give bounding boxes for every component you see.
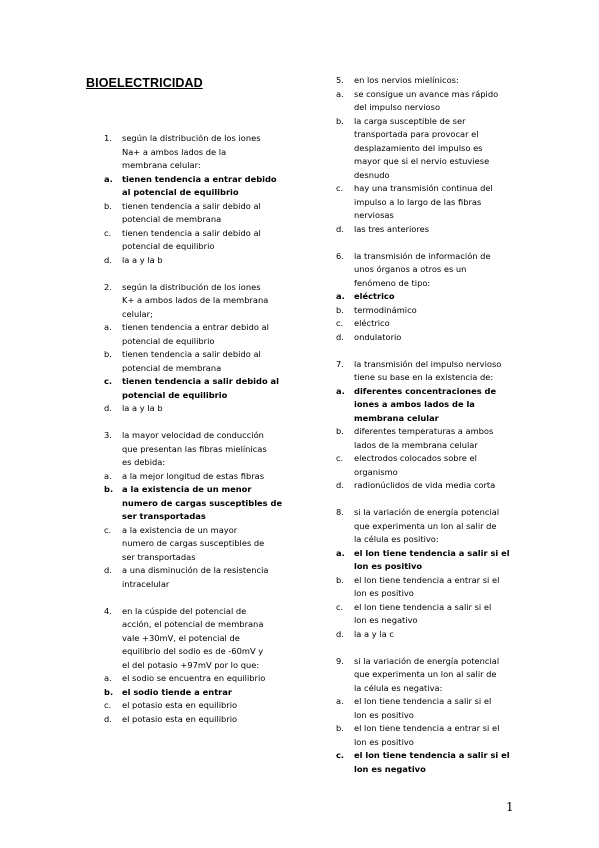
option-line: [336, 587, 544, 601]
option-text: eléctrico: [354, 291, 395, 301]
option-letter: d.: [104, 254, 112, 265]
question-stem-text: la transmisión del impulso nervioso: [354, 358, 502, 369]
question-stem-text: fenómeno de tipo:: [354, 277, 431, 288]
option-line: [104, 713, 309, 727]
option-line: [104, 551, 309, 565]
question-stem-line: [336, 74, 544, 88]
option-line: [104, 321, 309, 335]
option-text: intracelular: [122, 578, 170, 589]
option-line: [104, 362, 309, 376]
question-stem-line: [104, 146, 309, 160]
option-letter: b.: [104, 686, 114, 697]
option-line: [336, 209, 544, 223]
question-5: [336, 74, 544, 236]
question-stem-text: la célula es negativa:: [354, 682, 443, 693]
option-text: a la existencia de un menor: [122, 484, 252, 494]
option-line: [336, 425, 544, 439]
option-text: el potasio esta en equilibrio: [122, 700, 238, 710]
question-stem-line: [104, 456, 309, 470]
option-text: eléctrico: [354, 318, 390, 328]
question-9: [336, 655, 544, 777]
correct-option-line: [336, 290, 544, 304]
option-line: [336, 709, 544, 723]
question-stem-text: la mayor velocidad de conducción: [122, 430, 264, 440]
question-number: 4.: [104, 605, 112, 616]
correct-option-line: [336, 560, 544, 574]
option-letter: a.: [336, 385, 345, 396]
option-line: [104, 564, 309, 578]
option-text: desnudo: [354, 169, 390, 180]
question-stem-text: que presentan las fibras mielínicas: [122, 443, 267, 454]
option-letter: b.: [104, 484, 114, 494]
option-letter: b.: [336, 723, 344, 733]
question-number: 1.: [104, 133, 112, 143]
right-column: [336, 74, 544, 790]
question-stem-line: [336, 533, 544, 547]
option-letter: b.: [336, 426, 344, 436]
question-stem-text: en la cúspide del potencial de: [122, 605, 247, 616]
question-stem-line: [104, 659, 309, 673]
option-text: ser transportadas: [122, 551, 196, 562]
option-line: [104, 227, 309, 241]
question-stem-line: [104, 605, 309, 619]
option-text: numero de cargas susceptibles de: [122, 497, 283, 508]
option-letter: c.: [336, 750, 345, 760]
option-text: tienen tendencia a salir debido al: [122, 200, 261, 211]
option-line: [336, 115, 544, 129]
question-stem-line: [336, 277, 544, 291]
option-text: lon es negativo: [354, 763, 426, 774]
option-text: del impulso nervioso: [354, 102, 441, 112]
option-line: [336, 155, 544, 169]
question-stem-text: unos órganos a otros es un: [354, 264, 467, 274]
question-8: [336, 506, 544, 641]
option-text: desplazamiento del impulso es: [354, 142, 483, 153]
question-4: [104, 605, 309, 727]
option-text: mayor que si el nervio estuviese: [354, 156, 490, 166]
question-stem-text: equilibrio del sodio es de -60mV y: [122, 646, 264, 656]
question-stem-text: la transmisión de información de: [354, 250, 491, 261]
question-stem-line: [336, 682, 544, 696]
option-text: potencial de membrana: [122, 362, 222, 373]
option-text: nerviosas: [354, 210, 394, 220]
question-stem-text: que experimenta un lon al salir de: [354, 520, 497, 531]
option-text: a la existencia de un mayor: [122, 524, 238, 535]
question-stem-text: la célula es positivo:: [354, 534, 439, 544]
option-line: [104, 213, 309, 227]
question-stem-line: [336, 250, 544, 264]
option-line: [104, 335, 309, 349]
option-letter: c.: [104, 700, 112, 710]
option-text: diferentes concentraciones de: [354, 385, 497, 396]
option-text: lon es positivo: [354, 588, 414, 598]
option-text: tienen tendencia a salir debido al: [122, 376, 280, 386]
question-stem-line: [104, 159, 309, 173]
option-letter: c.: [104, 524, 112, 535]
correct-option-line: [336, 547, 544, 561]
option-text: la a y la b: [122, 403, 163, 413]
question-stem-text: K+ a ambos lados de la membrana: [122, 295, 269, 305]
question-stem-line: [336, 358, 544, 372]
question-number: 7.: [336, 358, 344, 369]
correct-option-line: [336, 398, 544, 412]
question-stem-line: [104, 618, 309, 632]
option-letter: c.: [336, 453, 344, 463]
option-letter: c.: [104, 376, 113, 386]
correct-option-line: [104, 173, 309, 187]
option-text: membrana celular: [354, 412, 439, 423]
option-letter: b.: [104, 349, 112, 359]
question-1: [104, 132, 309, 267]
question-number: 5.: [336, 75, 344, 85]
option-text: potencial de membrana: [122, 214, 222, 224]
correct-option-line: [104, 389, 309, 403]
option-text: lados de la membrana celular: [354, 439, 478, 450]
option-text: el lon tiene tendencia a salir si el: [354, 601, 492, 612]
question-number: 6.: [336, 250, 344, 261]
option-line: [336, 128, 544, 142]
option-line: [336, 628, 544, 642]
option-letter: a.: [336, 696, 344, 706]
question-stem-line: [104, 294, 309, 308]
option-text: la carga susceptible de ser: [354, 115, 466, 126]
option-text: el sodio tiende a entrar: [122, 686, 232, 697]
option-letter: c.: [336, 318, 344, 328]
option-line: [336, 101, 544, 115]
option-letter: b.: [336, 115, 344, 126]
question-7: [336, 358, 544, 493]
option-line: [336, 452, 544, 466]
question-stem-text: Na+ a ambos lados de la: [122, 146, 227, 157]
option-text: organismo: [354, 466, 398, 477]
option-text: ondulatorio: [354, 331, 402, 342]
question-stem-text: si la variación de energía potencial: [354, 507, 500, 517]
option-letter: d.: [104, 403, 112, 413]
option-line: [104, 254, 309, 268]
correct-option-line: [104, 497, 309, 511]
option-line: [336, 331, 544, 345]
option-text: lon es positivo: [354, 709, 414, 720]
correct-option-line: [336, 385, 544, 399]
option-line: [336, 614, 544, 628]
correct-option-line: [336, 763, 544, 777]
option-text: radionúclidos de vida media corta: [354, 480, 496, 490]
option-line: [336, 736, 544, 750]
question-3: [104, 429, 309, 591]
option-letter: c.: [336, 183, 344, 193]
option-text: tienen tendencia a salir debido al: [122, 227, 261, 238]
question-stem-line: [104, 443, 309, 457]
question-stem-text: acción, el potencial de membrana: [122, 619, 264, 629]
option-text: el potasio esta en equilibrio: [122, 713, 238, 724]
option-line: [336, 182, 544, 196]
option-line: [336, 466, 544, 480]
option-text: a una disminución de la resistencia: [122, 565, 269, 575]
option-line: [336, 479, 544, 493]
option-letter: d.: [336, 223, 344, 234]
option-line: [336, 223, 544, 237]
option-text: el lon tiene tendencia a entrar si el: [354, 574, 500, 585]
option-letter: c.: [104, 227, 112, 238]
option-line: [104, 524, 309, 538]
option-letter: b.: [104, 200, 112, 211]
correct-option-line: [104, 686, 309, 700]
option-line: [336, 169, 544, 183]
correct-option-line: [336, 749, 544, 763]
option-text: la a y la b: [122, 254, 163, 265]
option-letter: a.: [104, 673, 112, 683]
question-stem-text: según la distribución de los iones: [122, 281, 261, 292]
option-letter: a.: [104, 470, 112, 481]
option-text: termodinámico: [354, 304, 417, 315]
option-text: el lon tiene tendencia a salir si el: [354, 696, 492, 706]
option-text: potencial de equilibrio: [122, 389, 228, 400]
option-text: hay una transmisión continua del: [354, 183, 493, 193]
option-line: [104, 537, 309, 551]
question-number: 3.: [104, 430, 112, 440]
page-number: 1: [506, 800, 514, 814]
option-text: tienen tendencia a entrar debido: [122, 173, 277, 184]
option-line: [104, 200, 309, 214]
option-letter: c.: [336, 601, 344, 612]
left-column: [104, 132, 309, 740]
option-text: la a y la c: [354, 628, 394, 639]
option-text: numero de cargas susceptibles de: [122, 538, 265, 548]
option-line: [336, 317, 544, 331]
page-title: BIOELECTRICIDAD: [86, 76, 203, 90]
option-text: el sodio se encuentra en equilibrio: [122, 673, 266, 683]
correct-option-line: [104, 510, 309, 524]
option-line: [336, 304, 544, 318]
option-text: potencial de equilibrio: [122, 241, 215, 251]
question-stem-text: el del potasio +97mV por lo que:: [122, 659, 260, 670]
correct-option-line: [104, 186, 309, 200]
option-line: [336, 695, 544, 709]
option-letter: a.: [336, 88, 344, 99]
option-letter: d.: [104, 565, 112, 575]
question-stem-text: vale +30mV, el potencial de: [122, 632, 240, 643]
option-text: lon es positivo: [354, 561, 423, 571]
option-letter: a.: [336, 291, 345, 301]
option-line: [104, 578, 309, 592]
question-stem-line: [104, 632, 309, 646]
option-text: el lon tiene tendencia a salir si el: [354, 750, 510, 760]
option-text: tienen tendencia a entrar debido al: [122, 322, 269, 332]
question-stem-line: [336, 655, 544, 669]
option-letter: d.: [336, 480, 344, 490]
question-number: 8.: [336, 507, 344, 517]
option-text: lon es positivo: [354, 736, 414, 747]
question-stem-text: es debida:: [122, 457, 166, 467]
question-stem-text: tiene su base en la existencia de:: [354, 372, 494, 382]
option-text: diferentes temperaturas a ambos: [354, 426, 494, 436]
option-text: transportada para provocar el: [354, 129, 479, 139]
option-letter: a.: [104, 322, 112, 332]
option-text: las tres anteriores: [354, 223, 430, 234]
option-letter: b.: [336, 574, 344, 585]
option-letter: a.: [104, 173, 113, 184]
option-line: [104, 240, 309, 254]
question-6: [336, 250, 544, 345]
question-stem-line: [104, 308, 309, 322]
question-stem-line: [104, 132, 309, 146]
correct-option-line: [336, 412, 544, 426]
question-stem-text: según la distribución de los iones: [122, 133, 261, 143]
option-letter: a.: [336, 547, 345, 558]
option-letter: d.: [104, 713, 112, 724]
question-stem-text: membrana celular:: [122, 160, 201, 170]
question-stem-text: si la variación de energía potencial: [354, 655, 500, 666]
option-letter: d.: [336, 331, 344, 342]
option-text: iones a ambos lados de la: [354, 399, 475, 409]
option-text: potencial de equilibrio: [122, 335, 215, 346]
question-stem-line: [336, 263, 544, 277]
option-text: tienen tendencia a salir debido al: [122, 349, 261, 359]
option-text: el lon tiene tendencia a salir si el: [354, 547, 510, 558]
question-stem-line: [104, 645, 309, 659]
correct-option-line: [104, 483, 309, 497]
option-letter: d.: [336, 628, 344, 639]
correct-option-line: [104, 375, 309, 389]
option-line: [336, 574, 544, 588]
option-text: el lon tiene tendencia a entrar si el: [354, 723, 500, 733]
option-line: [336, 142, 544, 156]
question-stem-line: [336, 506, 544, 520]
option-line: [104, 672, 309, 686]
option-line: [336, 88, 544, 102]
option-line: [104, 470, 309, 484]
option-text: impulso a lo largo de las fibras: [354, 196, 482, 207]
option-text: a la mejor longitud de estas fibras: [122, 470, 265, 481]
option-text: ser transportadas: [122, 511, 206, 521]
option-line: [336, 439, 544, 453]
option-text: se consigue un avance mas rápido: [354, 88, 499, 99]
option-line: [336, 196, 544, 210]
question-number: 2.: [104, 281, 112, 292]
option-text: al potencial de equilibrio: [122, 187, 239, 197]
question-stem-text: celular;: [122, 308, 153, 319]
question-stem-text: que experimenta un lon al salir de: [354, 669, 497, 679]
question-number: 9.: [336, 655, 344, 666]
option-line: [104, 402, 309, 416]
option-line: [104, 699, 309, 713]
option-line: [336, 601, 544, 615]
question-stem-text: en los nervios mielínicos:: [354, 75, 459, 85]
option-line: [104, 348, 309, 362]
question-2: [104, 281, 309, 416]
question-stem-line: [104, 429, 309, 443]
option-text: electrodos colocados sobre el: [354, 453, 477, 463]
question-stem-line: [104, 281, 309, 295]
question-stem-line: [336, 371, 544, 385]
option-letter: b.: [336, 304, 344, 315]
question-stem-line: [336, 668, 544, 682]
option-text: lon es negativo: [354, 615, 418, 625]
option-line: [336, 722, 544, 736]
question-stem-line: [336, 520, 544, 534]
